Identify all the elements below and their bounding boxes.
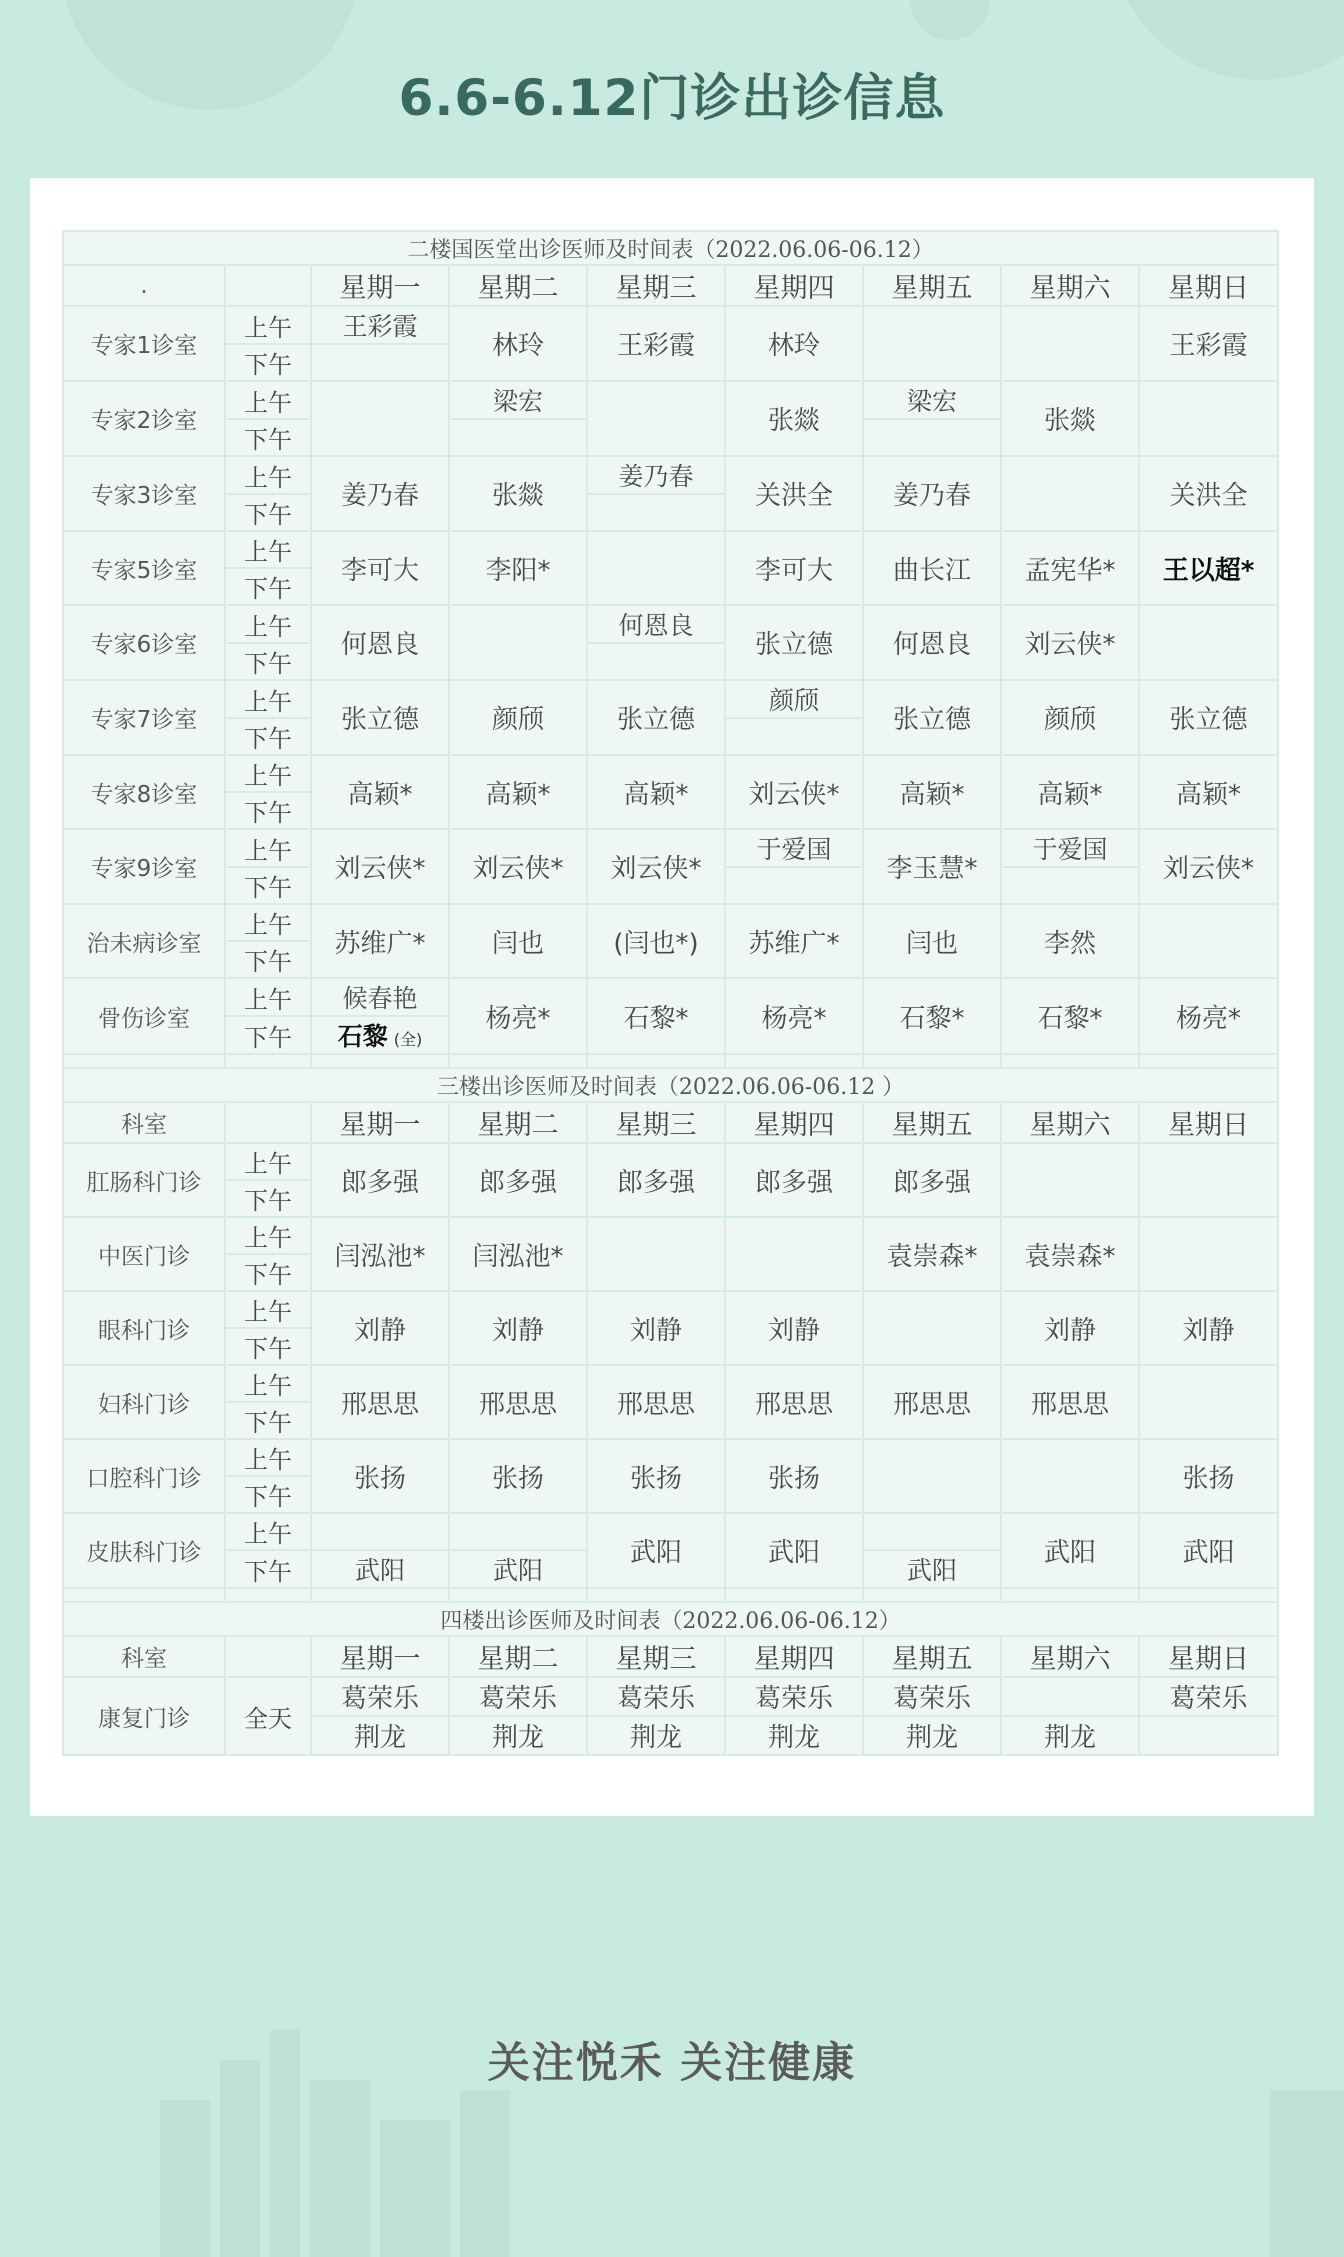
day-header: 星期二 bbox=[449, 265, 587, 306]
dept-name: 眼科门诊 bbox=[63, 1291, 225, 1365]
slot-am: 上午 bbox=[225, 904, 311, 941]
doctor-cell: 何恩良 bbox=[311, 605, 449, 680]
slot-pm: 下午 bbox=[225, 419, 311, 456]
doctor-cell: 葛荣乐 bbox=[449, 1677, 587, 1716]
spacer-cell bbox=[225, 1588, 311, 1602]
doctor-cell: 高颖* bbox=[1139, 755, 1278, 829]
doctor-cell bbox=[1001, 1677, 1139, 1716]
decor-circle-small bbox=[910, 0, 990, 40]
doctor-cell: 李可大 bbox=[725, 531, 863, 605]
spacer-cell bbox=[311, 1588, 449, 1602]
doctor-cell-am: 于爱国 bbox=[725, 829, 863, 867]
doctor-cell: 石黎* bbox=[863, 978, 1001, 1054]
slot-am: 上午 bbox=[225, 829, 311, 867]
spacer-cell bbox=[863, 1054, 1001, 1068]
doctor-cell: 张扬 bbox=[725, 1439, 863, 1513]
doctor-cell bbox=[1139, 605, 1278, 680]
dept-name: 专家6诊室 bbox=[63, 605, 225, 680]
doctor-cell: 张立德 bbox=[587, 680, 725, 755]
table-row bbox=[63, 1143, 1278, 1180]
city-skyline-decoration bbox=[150, 2020, 570, 2257]
slot-pm: 下午 bbox=[225, 1476, 311, 1513]
doctor-cell: 刘静 bbox=[311, 1291, 449, 1365]
day-header: 星期日 bbox=[1139, 265, 1278, 306]
slot-pm: 下午 bbox=[225, 792, 311, 829]
doctor-cell-am: 姜乃春 bbox=[587, 456, 725, 494]
doctor-cell: 刘云侠* bbox=[1139, 829, 1278, 904]
dept-name: 专家3诊室 bbox=[63, 456, 225, 531]
doctor-cell: 李玉慧* bbox=[863, 829, 1001, 904]
doctor-cell bbox=[587, 531, 725, 605]
doctor-cell-pm bbox=[587, 494, 725, 531]
doctor-cell-pm: 石黎 (全) bbox=[311, 1016, 449, 1054]
slot-pm: 下午 bbox=[225, 1402, 311, 1439]
slot-pm: 下午 bbox=[225, 494, 311, 531]
doctor-cell: 葛荣乐 bbox=[311, 1677, 449, 1716]
spacer-cell bbox=[449, 1588, 587, 1602]
doctor-cell bbox=[1001, 456, 1139, 531]
dept-name: 口腔科门诊 bbox=[63, 1439, 225, 1513]
doctor-cell bbox=[311, 381, 449, 456]
table-row bbox=[63, 755, 1278, 792]
doctor-cell: 刘静 bbox=[587, 1291, 725, 1365]
slot-am: 上午 bbox=[225, 680, 311, 718]
spacer-cell bbox=[63, 1054, 225, 1068]
doctor-cell: 张扬 bbox=[1139, 1439, 1278, 1513]
section-title: 三楼出诊医师及时间表（2022.06.06-06.12 ） bbox=[63, 1068, 1278, 1102]
doctor-cell-am bbox=[449, 1513, 587, 1550]
dept-name: 专家1诊室 bbox=[63, 306, 225, 381]
doctor-cell: 刘静 bbox=[449, 1291, 587, 1365]
doctor-cell: 荆龙 bbox=[863, 1716, 1001, 1755]
doctor-cell bbox=[863, 306, 1001, 381]
doctor-cell-am: 于爱国 bbox=[1001, 829, 1139, 867]
doctor-cell: 荆龙 bbox=[587, 1716, 725, 1755]
doctor-cell: 杨亮* bbox=[725, 978, 863, 1054]
doctor-cell bbox=[863, 1439, 1001, 1513]
table-row bbox=[63, 1513, 1278, 1550]
table-row bbox=[63, 1677, 1278, 1716]
doctor-cell: 李阳* bbox=[449, 531, 587, 605]
doctor-cell bbox=[1139, 381, 1278, 456]
table-row bbox=[63, 1068, 1278, 1102]
day-header: 星期三 bbox=[587, 1636, 725, 1677]
day-header: 星期一 bbox=[311, 1102, 449, 1143]
dept-name: 专家7诊室 bbox=[63, 680, 225, 755]
slot-am: 上午 bbox=[225, 456, 311, 494]
doctor-cell: 杨亮* bbox=[1139, 978, 1278, 1054]
day-header: 星期六 bbox=[1001, 1102, 1139, 1143]
day-header: 星期四 bbox=[725, 1636, 863, 1677]
dept-name: 治未病诊室 bbox=[63, 904, 225, 978]
day-header: 星期一 bbox=[311, 265, 449, 306]
doctor-cell: 刘云侠* bbox=[725, 755, 863, 829]
doctor-cell: 葛荣乐 bbox=[725, 1677, 863, 1716]
doctor-cell: 林玲 bbox=[449, 306, 587, 381]
doctor-cell bbox=[863, 1291, 1001, 1365]
doctor-cell: 荆龙 bbox=[449, 1716, 587, 1755]
slot-all-day: 全天 bbox=[225, 1677, 311, 1755]
doctor-cell-pm bbox=[1001, 867, 1139, 904]
spacer-cell bbox=[587, 1054, 725, 1068]
slot-header-cell bbox=[225, 1636, 311, 1677]
day-header: 星期三 bbox=[587, 265, 725, 306]
slot-am: 上午 bbox=[225, 978, 311, 1016]
table-row bbox=[63, 1602, 1278, 1636]
dept-name: 皮肤科门诊 bbox=[63, 1513, 225, 1588]
dept-name: 中医门诊 bbox=[63, 1217, 225, 1291]
slot-am: 上午 bbox=[225, 381, 311, 419]
doctor-cell-pm: 武阳 bbox=[311, 1550, 449, 1588]
doctor-cell bbox=[449, 605, 587, 680]
doctor-cell bbox=[1139, 1716, 1278, 1755]
doctor-cell: 何恩良 bbox=[863, 605, 1001, 680]
doctor-cell: 苏维广* bbox=[725, 904, 863, 978]
spacer-cell bbox=[587, 1588, 725, 1602]
footer-slogan: 关注悦禾 关注健康 bbox=[487, 2038, 857, 2087]
slot-pm: 下午 bbox=[225, 941, 311, 978]
spacer-cell bbox=[225, 1054, 311, 1068]
doctor-cell: 张立德 bbox=[863, 680, 1001, 755]
doctor-cell: 颜颀 bbox=[449, 680, 587, 755]
doctor-cell-am: 梁宏 bbox=[449, 381, 587, 419]
spacer-cell bbox=[863, 1588, 1001, 1602]
doctor-cell-pm bbox=[725, 867, 863, 904]
table-row bbox=[63, 1102, 1278, 1143]
doctor-cell-pm: 武阳 bbox=[449, 1550, 587, 1588]
doctor-cell bbox=[1001, 306, 1139, 381]
doctor-cell bbox=[1001, 1439, 1139, 1513]
day-header: 星期四 bbox=[725, 1102, 863, 1143]
day-header: 星期五 bbox=[863, 1102, 1001, 1143]
doctor-cell: 邢思思 bbox=[1001, 1365, 1139, 1439]
slot-header-cell bbox=[225, 265, 311, 306]
doctor-cell: 高颖* bbox=[1001, 755, 1139, 829]
doctor-cell: 武阳 bbox=[725, 1513, 863, 1588]
doctor-cell: 张扬 bbox=[311, 1439, 449, 1513]
spacer-cell bbox=[311, 1054, 449, 1068]
spacer-cell bbox=[725, 1054, 863, 1068]
slot-pm: 下午 bbox=[225, 718, 311, 755]
table-row bbox=[63, 1439, 1278, 1476]
dept-name: 骨伤诊室 bbox=[63, 978, 225, 1054]
day-header: 星期日 bbox=[1139, 1636, 1278, 1677]
table-row bbox=[63, 456, 1278, 494]
page-title: 6.6-6.12门诊出诊信息 bbox=[398, 69, 946, 127]
day-header: 星期日 bbox=[1139, 1102, 1278, 1143]
doctor-cell: 张扬 bbox=[449, 1439, 587, 1513]
doctor-cell: 姜乃春 bbox=[863, 456, 1001, 531]
slot-am: 上午 bbox=[225, 755, 311, 792]
doctor-cell: 刘云侠* bbox=[449, 829, 587, 904]
doctor-cell: 袁崇森* bbox=[863, 1217, 1001, 1291]
doctor-cell: 高颖* bbox=[311, 755, 449, 829]
doctor-cell: 闫也 bbox=[863, 904, 1001, 978]
doctor-cell-am: 何恩良 bbox=[587, 605, 725, 643]
section-title: 四楼出诊医师及时间表（2022.06.06-06.12） bbox=[63, 1602, 1278, 1636]
doctor-cell: 王彩霞 bbox=[587, 306, 725, 381]
doctor-cell: 张燚 bbox=[449, 456, 587, 531]
doctor-cell: 李可大 bbox=[311, 531, 449, 605]
doctor-cell: 邢思思 bbox=[587, 1365, 725, 1439]
doctor-cell: 颜颀 bbox=[1001, 680, 1139, 755]
doctor-cell: 关洪全 bbox=[1139, 456, 1278, 531]
doctor-cell: 袁崇森* bbox=[1001, 1217, 1139, 1291]
slot-am: 上午 bbox=[225, 605, 311, 643]
doctor-cell: 王彩霞 bbox=[1139, 306, 1278, 381]
table-row bbox=[63, 1291, 1278, 1328]
table-row bbox=[63, 904, 1278, 941]
doctor-cell: 刘云侠* bbox=[587, 829, 725, 904]
doctor-cell: 荆龙 bbox=[1001, 1716, 1139, 1755]
doctor-cell-am: 王彩霞 bbox=[311, 306, 449, 344]
doctor-cell: 张燚 bbox=[1001, 381, 1139, 456]
dept-header: 科室 bbox=[63, 1636, 225, 1677]
schedule-table bbox=[62, 230, 1279, 1756]
full-day-note: (全) bbox=[393, 1030, 423, 1049]
slot-pm: 下午 bbox=[225, 867, 311, 904]
slot-am: 上午 bbox=[225, 1439, 311, 1476]
doctor-cell: 葛荣乐 bbox=[587, 1677, 725, 1716]
doctor-cell-pm bbox=[449, 419, 587, 456]
spacer-cell bbox=[1139, 1588, 1278, 1602]
spacer-cell bbox=[1001, 1588, 1139, 1602]
day-header: 星期二 bbox=[449, 1102, 587, 1143]
day-header: 星期一 bbox=[311, 1636, 449, 1677]
doctor-cell: 高颖* bbox=[587, 755, 725, 829]
doctor-cell: 刘静 bbox=[725, 1291, 863, 1365]
dept-name: 妇科门诊 bbox=[63, 1365, 225, 1439]
day-header: 星期五 bbox=[863, 1636, 1001, 1677]
doctor-cell-pm bbox=[587, 643, 725, 680]
doctor-cell: (闫也*) bbox=[587, 904, 725, 978]
dept-name: 专家8诊室 bbox=[63, 755, 225, 829]
table-row bbox=[63, 1636, 1278, 1677]
table-row bbox=[63, 381, 1278, 419]
slot-pm: 下午 bbox=[225, 1328, 311, 1365]
dept-name: 专家5诊室 bbox=[63, 531, 225, 605]
doctor-cell-am bbox=[863, 1513, 1001, 1550]
doctor-cell: 苏维广* bbox=[311, 904, 449, 978]
doctor-cell: 石黎* bbox=[1001, 978, 1139, 1054]
doctor-cell: 张立德 bbox=[725, 605, 863, 680]
doctor-cell: 郎多强 bbox=[311, 1143, 449, 1217]
doctor-cell: 曲长江 bbox=[863, 531, 1001, 605]
doctor-cell-pm bbox=[863, 419, 1001, 456]
doctor-cell: 张燚 bbox=[725, 381, 863, 456]
doctor-cell-am: 候春艳 bbox=[311, 978, 449, 1016]
day-header: 星期四 bbox=[725, 265, 863, 306]
doctor-cell bbox=[1139, 904, 1278, 978]
section-title: 二楼国医堂出诊医师及时间表（2022.06.06-06.12） bbox=[63, 231, 1278, 265]
slot-am: 上午 bbox=[225, 1291, 311, 1328]
doctor-cell: 高颖* bbox=[449, 755, 587, 829]
doctor-cell: 张立德 bbox=[1139, 680, 1278, 755]
doctor-cell-pm bbox=[725, 718, 863, 755]
doctor-cell: 闫也 bbox=[449, 904, 587, 978]
doctor-cell bbox=[1001, 1143, 1139, 1217]
table-row bbox=[63, 978, 1278, 1016]
doctor-cell bbox=[1139, 1143, 1278, 1217]
day-header: 星期三 bbox=[587, 1102, 725, 1143]
doctor-cell: 王以超* bbox=[1139, 531, 1278, 605]
slot-pm: 下午 bbox=[225, 1180, 311, 1217]
spacer-cell bbox=[63, 1588, 225, 1602]
doctor-cell: 郎多强 bbox=[587, 1143, 725, 1217]
spacer-cell bbox=[1139, 1054, 1278, 1068]
day-header: 星期二 bbox=[449, 1636, 587, 1677]
doctor-cell: 张扬 bbox=[587, 1439, 725, 1513]
doctor-cell: 武阳 bbox=[1001, 1513, 1139, 1588]
doctor-cell: 武阳 bbox=[1139, 1513, 1278, 1588]
doctor-cell-pm: 武阳 bbox=[863, 1550, 1001, 1588]
day-header: 星期六 bbox=[1001, 1636, 1139, 1677]
doctor-cell: 邢思思 bbox=[449, 1365, 587, 1439]
doctor-cell: 闫泓池* bbox=[449, 1217, 587, 1291]
doctor-cell bbox=[587, 381, 725, 456]
doctor-cell: 郎多强 bbox=[725, 1143, 863, 1217]
slot-am: 上午 bbox=[225, 306, 311, 344]
table-row bbox=[63, 231, 1278, 265]
doctor-cell: 郎多强 bbox=[449, 1143, 587, 1217]
doctor-cell: 葛荣乐 bbox=[1139, 1677, 1278, 1716]
doctor-cell bbox=[1139, 1217, 1278, 1291]
spacer-cell bbox=[1001, 1054, 1139, 1068]
slot-am: 上午 bbox=[225, 1513, 311, 1550]
slot-pm: 下午 bbox=[225, 344, 311, 381]
spacer-cell bbox=[725, 1588, 863, 1602]
doctor-cell: 闫泓池* bbox=[311, 1217, 449, 1291]
table-row bbox=[63, 829, 1278, 867]
dept-name: 专家2诊室 bbox=[63, 381, 225, 456]
table-row bbox=[63, 1217, 1278, 1254]
day-header: 星期六 bbox=[1001, 265, 1139, 306]
schedule-card bbox=[30, 178, 1314, 1816]
doctor-cell-am bbox=[311, 1513, 449, 1550]
doctor-cell: 刘云侠* bbox=[1001, 605, 1139, 680]
slot-pm: 下午 bbox=[225, 1550, 311, 1588]
slot-am: 上午 bbox=[225, 1143, 311, 1180]
table-row bbox=[63, 1588, 1278, 1602]
dept-name: 专家9诊室 bbox=[63, 829, 225, 904]
dept-name: 康复门诊 bbox=[63, 1677, 225, 1755]
doctor-cell: 刘静 bbox=[1001, 1291, 1139, 1365]
slot-am: 上午 bbox=[225, 531, 311, 568]
table-row bbox=[63, 605, 1278, 643]
doctor-cell: 邢思思 bbox=[725, 1365, 863, 1439]
doctor-cell: 武阳 bbox=[587, 1513, 725, 1588]
table-row bbox=[63, 1365, 1278, 1402]
dept-header: 科室 bbox=[63, 1102, 225, 1143]
skyline-right-decoration bbox=[1270, 2090, 1344, 2257]
day-header: 星期五 bbox=[863, 265, 1001, 306]
slot-pm: 下午 bbox=[225, 1254, 311, 1291]
table-row bbox=[63, 306, 1278, 344]
slot-am: 上午 bbox=[225, 1365, 311, 1402]
table-row bbox=[63, 531, 1278, 568]
table-row bbox=[63, 680, 1278, 718]
slot-header-cell bbox=[225, 1102, 311, 1143]
doctor-cell bbox=[587, 1217, 725, 1291]
doctor-cell: 姜乃春 bbox=[311, 456, 449, 531]
table-row bbox=[63, 1054, 1278, 1068]
doctor-cell: 高颖* bbox=[863, 755, 1001, 829]
doctor-cell: 刘静 bbox=[1139, 1291, 1278, 1365]
spacer-cell bbox=[449, 1054, 587, 1068]
doctor-cell: 葛荣乐 bbox=[863, 1677, 1001, 1716]
doctor-cell bbox=[1139, 1365, 1278, 1439]
doctor-cell: 张立德 bbox=[311, 680, 449, 755]
doctor-cell: 邢思思 bbox=[863, 1365, 1001, 1439]
doctor-cell-pm bbox=[311, 344, 449, 381]
doctor-cell: 关洪全 bbox=[725, 456, 863, 531]
slot-pm: 下午 bbox=[225, 643, 311, 680]
doctor-cell: 邢思思 bbox=[311, 1365, 449, 1439]
doctor-cell: 刘云侠* bbox=[311, 829, 449, 904]
doctor-cell-am: 梁宏 bbox=[863, 381, 1001, 419]
doctor-cell: 荆龙 bbox=[725, 1716, 863, 1755]
slot-pm: 下午 bbox=[225, 1016, 311, 1054]
doctor-cell: 林玲 bbox=[725, 306, 863, 381]
doctor-cell-am: 颜颀 bbox=[725, 680, 863, 718]
slot-am: 上午 bbox=[225, 1217, 311, 1254]
doctor-cell: 荆龙 bbox=[311, 1716, 449, 1755]
doctor-cell: 孟宪华* bbox=[1001, 531, 1139, 605]
doctor-cell: 石黎* bbox=[587, 978, 725, 1054]
slot-pm: 下午 bbox=[225, 568, 311, 605]
doctor-cell: 杨亮* bbox=[449, 978, 587, 1054]
doctor-cell: 郎多强 bbox=[863, 1143, 1001, 1217]
doctor-cell: 李然 bbox=[1001, 904, 1139, 978]
table-row bbox=[63, 265, 1278, 306]
dept-name: 肛肠科门诊 bbox=[63, 1143, 225, 1217]
doctor-cell bbox=[725, 1217, 863, 1291]
corner-cell: . bbox=[63, 265, 225, 306]
